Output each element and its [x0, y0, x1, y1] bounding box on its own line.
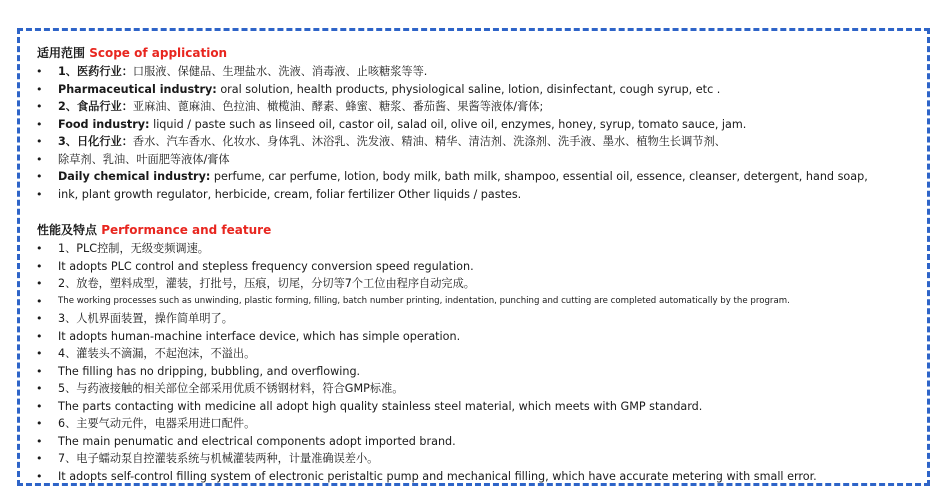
- performance-section: [34, 223, 817, 485]
- bullet-icon: •: [36, 364, 43, 378]
- list-item: [34, 168, 868, 186]
- bullet-icon: •: [36, 452, 43, 465]
- list-item: [34, 345, 817, 363]
- bullet-icon: •: [36, 277, 43, 290]
- bullet-icon: •: [36, 82, 43, 96]
- item-text: The filling has no dripping, bubbling, and overflowing.: [58, 364, 361, 378]
- item-text: 除草剂、乳油、叶面肥等液体/膏体: [58, 152, 230, 166]
- list-item: [34, 398, 817, 416]
- performance-heading-en: Performance and feature: [101, 223, 272, 237]
- scope-section: [34, 46, 868, 203]
- bullet-icon: •: [36, 100, 43, 113]
- item-text: It adopts PLC control and stepless frequency conversion speed regulation.: [58, 259, 474, 273]
- item-text: 口服液、保健品、生理盐水、洗液、消毒液、止咳糖浆等等.: [132, 65, 428, 78]
- list-item: [34, 275, 817, 293]
- list-item: [34, 415, 817, 433]
- item-bold: Food industry:: [58, 117, 150, 131]
- bullet-icon: •: [36, 312, 43, 325]
- bullet-icon: •: [36, 294, 43, 308]
- item-text: It adopts self-control filling system of electronic peristaltic pump and mechanical filling, which have accurate metering with small error.: [58, 469, 817, 483]
- performance-heading-zh: 性能及特点: [37, 223, 98, 237]
- item-text: 4、灌装头不滴漏，不起泡沫，不溢出。: [58, 347, 256, 360]
- list-item: [34, 433, 817, 451]
- scope-heading-en: Scope of application: [89, 46, 228, 60]
- list-item: [34, 258, 817, 276]
- item-text: 2、放卷，塑料成型，灌装，打批号，压痕，切尾，分切等7个工位由程序自动完成。: [58, 277, 475, 290]
- item-text: 5、与药液接触的相关部位全部采用优质不锈钢材料，符合GMP标准。: [58, 382, 404, 395]
- item-text: It adopts human-machine interface device, which has simple operation.: [58, 329, 461, 343]
- performance-heading: [37, 223, 817, 238]
- list-item: [34, 240, 817, 258]
- item-bold: 1、医药行业：: [58, 65, 133, 78]
- list-item: [34, 81, 868, 99]
- list-item: [34, 328, 817, 346]
- item-text: The parts contacting with medicine all adopt high quality stainless steel material, which meets with GMP standard.: [58, 399, 703, 413]
- list-item: [34, 293, 817, 311]
- list-item: [34, 468, 817, 486]
- bullet-icon: •: [36, 135, 43, 148]
- item-text: 3、人机界面装置，操作简单明了。: [58, 312, 233, 325]
- bullet-icon: •: [36, 347, 43, 360]
- item-bold: Daily chemical industry:: [58, 170, 211, 183]
- scope-list: [34, 63, 868, 203]
- list-item: [34, 310, 817, 328]
- list-item: [34, 363, 817, 381]
- item-text: 1、PLC控制，无级变频调速。: [58, 242, 209, 255]
- item-text: liquid / paste such as linseed oil, castor oil, salad oil, olive oil, enzymes, honey, syrup, tomato sauce, jam.: [149, 117, 747, 131]
- list-item: [34, 133, 868, 151]
- item-text: 6、主要气动元件，电器采用进口配件。: [58, 417, 256, 430]
- scope-heading-zh: 适用范围: [37, 46, 86, 60]
- bullet-icon: •: [36, 259, 43, 273]
- bullet-icon: •: [36, 65, 43, 78]
- bullet-icon: •: [36, 382, 43, 395]
- item-text: The working processes such as unwinding, plastic forming, filling, batch number printing, indentation, punching and cutting are completed automatically by the program.: [58, 295, 790, 306]
- list-item: [34, 186, 868, 204]
- list-item: [34, 63, 868, 81]
- bullet-icon: •: [36, 399, 43, 413]
- bullet-icon: •: [36, 152, 43, 166]
- item-text: 亚麻油、蓖麻油、色拉油、橄榄油、酵素、蜂蜜、糖浆、番茄酱、果酱等液体/膏体;: [132, 100, 544, 113]
- item-text: The main penumatic and electrical components adopt imported brand.: [58, 434, 456, 448]
- list-item: [34, 98, 868, 116]
- bullet-icon: •: [36, 329, 43, 343]
- item-bold: 2、食品行业：: [58, 100, 133, 113]
- bullet-icon: •: [36, 117, 43, 131]
- item-text: perfume, car perfume, lotion, body milk, bath milk, shampoo, essential oil, essence, cleanser, detergent, hand soap,: [210, 170, 868, 183]
- bullet-icon: •: [36, 242, 43, 255]
- bullet-icon: •: [36, 469, 43, 483]
- item-text: 香水、汽车香水、化妆水、身体乳、沐浴乳、洗发液、精油、精华、清洁剂、洗涤剂、洗手液、墨水、植物生长调节剂、: [132, 135, 726, 148]
- performance-list: [34, 240, 817, 485]
- bullet-icon: •: [36, 417, 43, 430]
- bullet-icon: •: [36, 187, 43, 201]
- list-item: [34, 380, 817, 398]
- item-text: 7、电子蠕动泵自控灌装系统与机械灌装两种，计量准确误差小。: [58, 452, 379, 465]
- list-item: [34, 151, 868, 169]
- item-text: oral solution, health products, physiological saline, lotion, disinfectant, cough syrup, etc .: [216, 82, 721, 96]
- list-item: [34, 450, 817, 468]
- item-bold: 3、日化行业：: [58, 135, 133, 148]
- bullet-icon: •: [36, 170, 43, 183]
- scope-heading: [37, 46, 868, 61]
- bullet-icon: •: [36, 434, 43, 448]
- list-item: [34, 116, 868, 134]
- item-text: ink, plant growth regulator, herbicide, cream, foliar fertilizer Other liquids / pastes.: [58, 187, 522, 201]
- item-bold: Pharmaceutical industry:: [58, 82, 217, 96]
